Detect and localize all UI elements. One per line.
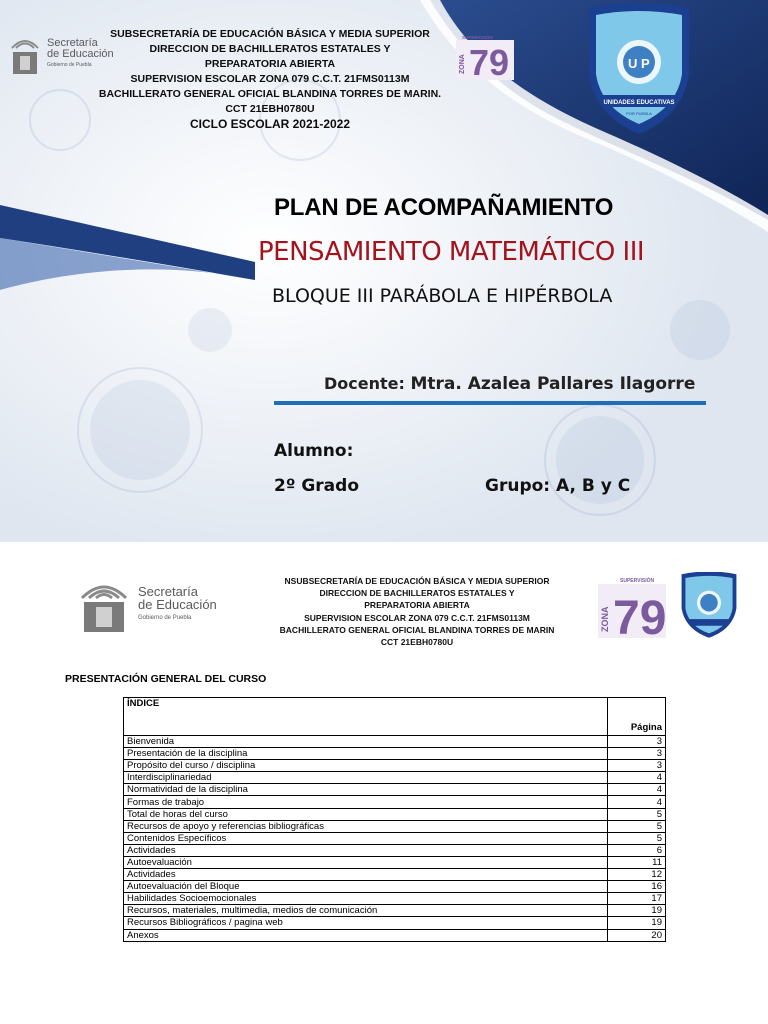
index-item: Interdisciplinariedad xyxy=(124,772,608,784)
school-year: CICLO ESCOLAR 2021-2022 xyxy=(189,117,351,131)
header-line: SUPERVISION ESCOLAR ZONA 079 C.C.T. 21FMS0113M xyxy=(304,612,530,623)
header-line: CCT 21EBH0780U xyxy=(225,103,315,115)
header-line: DIRECCION DE BACHILLERATOS ESTATALES Y xyxy=(149,43,391,55)
zona-top-text: SUPERVISIÓN xyxy=(462,35,493,40)
index-header xyxy=(279,575,555,648)
table-row xyxy=(124,748,666,760)
header-line: NSUBSECRETARÍA DE EDUCACIÓN BÁSICA Y MEDIA SUPERIOR xyxy=(284,576,550,586)
index-item: Autoevaluación xyxy=(124,856,608,868)
index-item: Anexos xyxy=(124,929,608,941)
header-line: PREPARATORIA ABIERTA xyxy=(364,600,470,611)
subject-title: PENSAMIENTO MATEMÁTICO III xyxy=(258,237,645,267)
index-item: Contenidos Específicos xyxy=(124,832,608,844)
cover-header xyxy=(96,27,444,132)
table-row xyxy=(124,784,666,796)
plan-title: PLAN DE ACOMPAÑAMIENTO xyxy=(274,194,614,221)
table-row xyxy=(124,917,666,929)
group-label: Grupo: A, B y C xyxy=(485,476,631,496)
header-line: BACHILLERATO GENERAL OFICIAL BLANDINA TORRES DE MARIN xyxy=(279,624,555,635)
index-item: Habilidades Socioemocionales xyxy=(124,893,608,905)
index-page-number: 20 xyxy=(608,929,666,941)
table-row xyxy=(124,881,666,893)
shield-ribbon: UNIDADES EDUCATIVAS xyxy=(603,100,675,106)
grade-label: 2º Grado xyxy=(274,476,359,496)
zona-word: ZONA xyxy=(459,54,466,74)
zona-number: 79 xyxy=(469,42,510,80)
teacher-label: Docente: xyxy=(324,374,405,393)
secretaria-emblem-icon xyxy=(76,572,132,634)
secretaria-line1: Secretaría xyxy=(138,583,198,599)
table-row xyxy=(124,893,666,905)
index-title: ÍNDICE xyxy=(124,698,608,736)
secretaria-logo xyxy=(76,572,217,634)
table-row xyxy=(124,832,666,844)
page-column-header: Página xyxy=(608,698,666,736)
teacher-line xyxy=(324,374,695,394)
index-item: Recursos, materiales, multimedia, medios de comunicación xyxy=(124,905,608,917)
table-row xyxy=(124,820,666,832)
header-line: CCT 21EBH0780U xyxy=(380,637,454,648)
index-item: Autoevaluación del Bloque xyxy=(124,881,608,893)
index-page-number: 12 xyxy=(608,869,666,881)
secretaria-emblem-icon xyxy=(8,30,42,76)
divider-rule xyxy=(274,401,706,405)
index-item: Normatividad de la disciplina xyxy=(124,784,608,796)
index-item: Formas de trabajo xyxy=(124,796,608,808)
header-line: SUPERVISION ESCOLAR ZONA 079 C.C.T. 21FMS0113M xyxy=(130,73,410,85)
index-page-number: 16 xyxy=(608,881,666,893)
index-page-number: 5 xyxy=(608,820,666,832)
shield-sub: POR PUEBLA xyxy=(626,111,652,116)
index-item: Actividades xyxy=(124,844,608,856)
table-row xyxy=(124,796,666,808)
teacher-name: Mtra. Azalea Pallares Ilagorre xyxy=(410,374,696,394)
index-page-number: 5 xyxy=(608,808,666,820)
table-row xyxy=(124,772,666,784)
zona-number: 79 xyxy=(613,592,666,638)
index-item: Total de horas del curso xyxy=(124,808,608,820)
header-line: BACHILLERATO GENERAL OFICIAL BLANDINA TORRES DE MARIN. xyxy=(98,88,442,100)
index-item: Propósito del curso / disciplina xyxy=(124,760,608,772)
zona-word: ZONA xyxy=(600,606,610,632)
secretaria-sub: Gobierno de Puebla xyxy=(138,614,192,621)
index-page-number: 19 xyxy=(608,917,666,929)
header-line: SUBSECRETARÍA DE EDUCACIÓN BÁSICA Y MEDIA SUPERIOR xyxy=(110,28,430,40)
course-presentation-heading: PRESENTACIÓN GENERAL DEL CURSO xyxy=(65,673,267,685)
shield-logo xyxy=(583,4,695,138)
zona-top-text: SUPERVISIÓN xyxy=(620,578,655,584)
shield-logo xyxy=(678,572,740,640)
table-row xyxy=(124,856,666,868)
index-item: Recursos Bibliográficos / pagina web xyxy=(124,917,608,929)
index-page-number: 4 xyxy=(608,772,666,784)
index-page xyxy=(0,542,768,1024)
index-item: Actividades xyxy=(124,869,608,881)
table-row xyxy=(124,869,666,881)
index-item: Bienvenida xyxy=(124,736,608,748)
index-page-number: 3 xyxy=(608,748,666,760)
header-line: PREPARATORIA ABIERTA xyxy=(204,58,336,70)
index-page-number: 11 xyxy=(608,856,666,868)
index-page-number: 17 xyxy=(608,893,666,905)
zona-79-logo xyxy=(456,34,514,80)
shield-text: U P xyxy=(628,56,650,71)
index-page-number: 19 xyxy=(608,905,666,917)
secretaria-line1: Secretaría xyxy=(47,36,98,49)
index-page-number: 5 xyxy=(608,832,666,844)
index-item: Recursos de apoyo y referencias bibliográficas xyxy=(124,820,608,832)
index-header-row xyxy=(124,698,666,736)
table-row xyxy=(124,808,666,820)
table-row xyxy=(124,760,666,772)
secretaria-line2: de Educación xyxy=(47,48,114,61)
block-title: BLOQUE III PARÁBOLA E HIPÉRBOLA xyxy=(272,285,613,307)
index-page-number: 6 xyxy=(608,844,666,856)
table-row xyxy=(124,929,666,941)
index-page-number: 3 xyxy=(608,736,666,748)
student-label: Alumno: xyxy=(274,441,354,461)
secretaria-sub: Gobierno de Puebla xyxy=(47,61,92,68)
table-row xyxy=(124,844,666,856)
secretaria-line2: de Educación xyxy=(138,597,217,613)
index-page-number: 4 xyxy=(608,796,666,808)
table-row xyxy=(124,905,666,917)
table-row xyxy=(124,736,666,748)
index-table xyxy=(123,697,666,942)
index-page-number: 3 xyxy=(608,760,666,772)
zona-79-logo xyxy=(598,576,666,638)
index-page-number: 4 xyxy=(608,784,666,796)
header-line: DIRECCION DE BACHILLERATOS ESTATALES Y xyxy=(319,588,515,599)
index-item: Presentación de la disciplina xyxy=(124,748,608,760)
